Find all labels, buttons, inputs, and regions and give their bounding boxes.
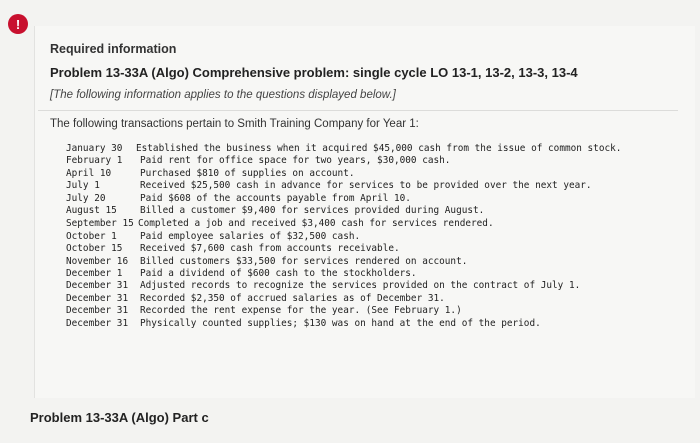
transaction-description: Paid employee salaries of $32,500 cash. bbox=[140, 230, 361, 242]
divider bbox=[38, 110, 678, 111]
transaction-row bbox=[66, 180, 626, 192]
transaction-row bbox=[66, 268, 626, 280]
required-information-label: Required information bbox=[50, 42, 177, 56]
transaction-row bbox=[66, 155, 626, 167]
transaction-date: December 31 bbox=[66, 292, 129, 304]
transaction-date: July 1 bbox=[66, 180, 100, 192]
transaction-description: Paid $608 of the accounts payable from April 10. bbox=[140, 192, 411, 204]
transaction-description: Recorded the rent expense for the year. (See February 1.) bbox=[140, 305, 462, 317]
transaction-date: April 10 bbox=[66, 167, 112, 179]
transaction-row bbox=[66, 231, 626, 243]
transaction-row bbox=[66, 243, 626, 255]
transaction-description: Received $25,500 cash in advance for services to be provided over the next year. bbox=[140, 180, 592, 192]
transaction-date: October 15 bbox=[66, 243, 123, 255]
transaction-row bbox=[66, 193, 626, 205]
transaction-row bbox=[66, 218, 626, 230]
problem-title: Problem 13-33A (Algo) Comprehensive problem: single cycle LO 13-1, 13-2, 13-3, 13-4 bbox=[50, 65, 578, 80]
intro-text: The following transactions pertain to Smith Training Company for Year 1: bbox=[50, 118, 419, 130]
transaction-description: Billed a customer $9,400 for services provided during August. bbox=[140, 205, 485, 217]
transaction-date: July 20 bbox=[66, 192, 106, 204]
part-c-title: Problem 13-33A (Algo) Part c bbox=[30, 410, 209, 425]
transaction-row bbox=[66, 280, 626, 292]
transaction-description: Purchased $810 of supplies on account. bbox=[140, 167, 355, 179]
transaction-row bbox=[66, 143, 626, 155]
transaction-date: October 1 bbox=[66, 230, 117, 242]
transaction-date: January 30 bbox=[66, 143, 123, 154]
applies-note: [The following information applies to the questions displayed below.] bbox=[50, 89, 396, 101]
transaction-row bbox=[66, 293, 626, 305]
transaction-description: Completed a job and received $3,400 cash for services rendered. bbox=[138, 218, 494, 230]
transaction-row bbox=[66, 205, 626, 217]
transaction-description: Billed customers $33,500 for services rendered on account. bbox=[140, 255, 468, 267]
transaction-date: December 31 bbox=[66, 305, 129, 317]
transaction-row bbox=[66, 256, 626, 268]
transaction-description: Received $7,600 cash from accounts receivable. bbox=[140, 243, 400, 255]
transaction-date: December 31 bbox=[66, 280, 129, 292]
transaction-date: August 15 bbox=[66, 205, 117, 217]
transaction-description: Adjusted records to recognize the services provided on the contract of July 1. bbox=[140, 280, 581, 292]
alert-icon: ! bbox=[8, 14, 28, 34]
transaction-row bbox=[66, 168, 626, 180]
transaction-date: September 15 bbox=[66, 218, 134, 230]
transactions-list bbox=[66, 143, 626, 330]
transaction-description: Established the business when it acquired $45,000 cash from the issue of common stock. bbox=[136, 143, 622, 154]
transaction-date: February 1 bbox=[66, 155, 123, 167]
transaction-description: Paid rent for office space for two years, $30,000 cash. bbox=[140, 155, 451, 167]
transaction-date: November 16 bbox=[66, 255, 129, 267]
transaction-row bbox=[66, 318, 626, 330]
transaction-description: Physically counted supplies; $130 was on hand at the end of the period. bbox=[140, 317, 541, 329]
transaction-row bbox=[66, 305, 626, 317]
transaction-description: Paid a dividend of $600 cash to the stockholders. bbox=[140, 268, 417, 280]
transaction-description: Recorded $2,350 of accrued salaries as of December 31. bbox=[140, 292, 445, 304]
transaction-date: December 31 bbox=[66, 317, 129, 329]
transaction-date: December 1 bbox=[66, 268, 123, 280]
